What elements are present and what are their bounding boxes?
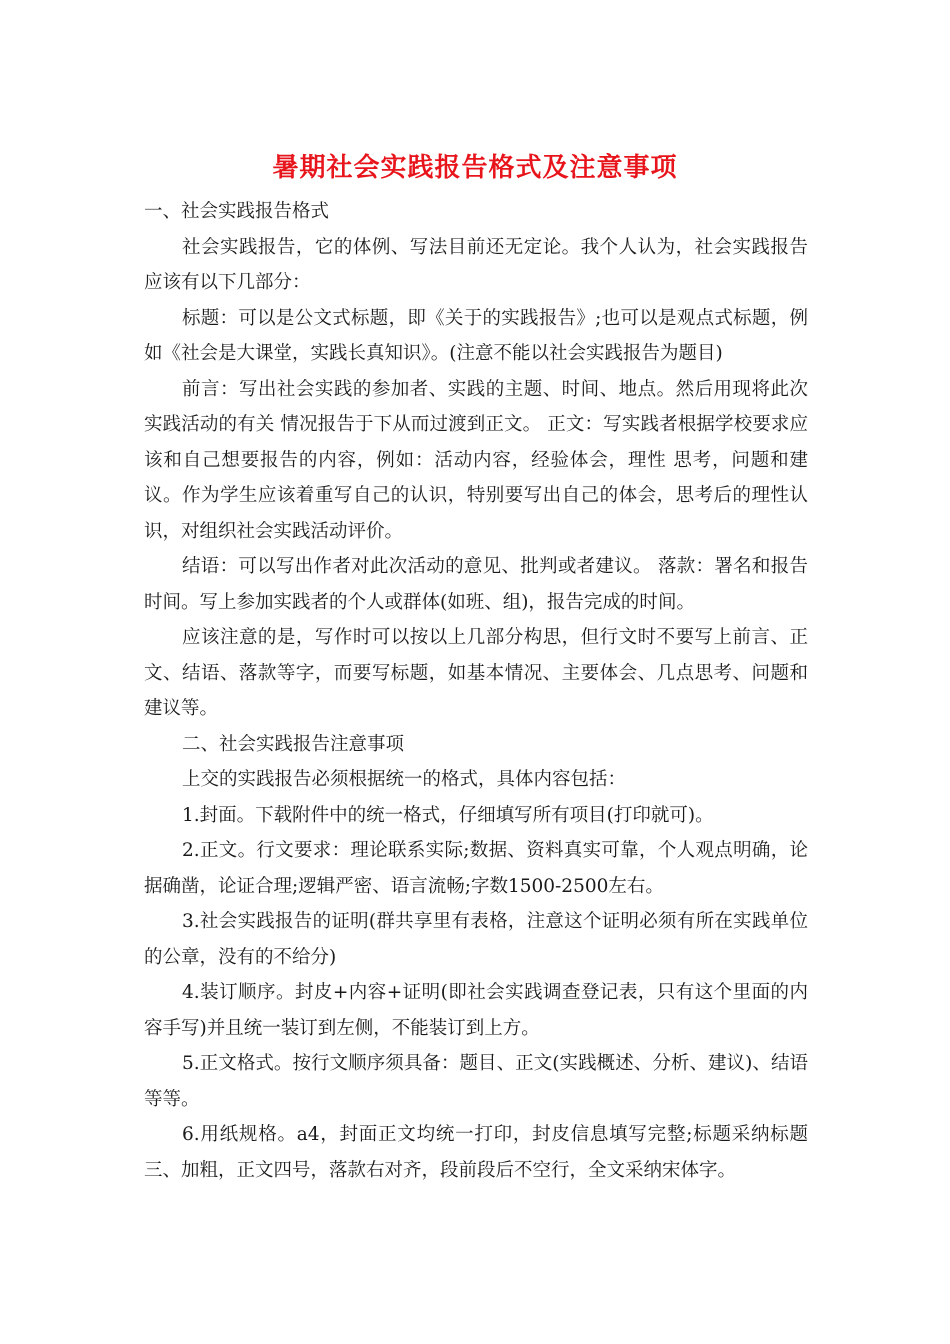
paragraph-writing-note: 应该注意的是，写作时可以按以上几部分构思，但行文时不要写上前言、正文、结语、落款等字，而要写标题，如基本情况、主要体会、几点思考、问题和建议等。: [144, 627, 808, 719]
section-heading-notes: 二、社会实践报告注意事项: [182, 733, 405, 755]
list-item-body-text: 2.正文。行文要求：理论联系实际;数据、资料真实可靠，个人观点明确，论据确凿，论证合理;逻辑严密、语言流畅;字数1500-2500左右。: [144, 840, 808, 897]
list-item-binding-order: 4.装订顺序。封皮+内容+证明(即社会实践调查登记表，只有这个里面的内容手写)并且统一装订到左侧，不能装订到上方。: [144, 982, 808, 1039]
section-heading-format: 一、社会实践报告格式: [144, 201, 330, 222]
document-body: [144, 194, 808, 1188]
paragraph-submission-intro: 上交的实践报告必须根据统一的格式，具体内容包括：: [182, 769, 627, 790]
list-item-certificate: 3.社会实践报告的证明(群共享里有表格，注意这个证明必须有所在实践单位的公章，没有的不给分): [144, 911, 808, 968]
paragraph-title-rule: 标题：可以是公文式标题，即《关于的实践报告》;也可以是观点式标题，例如《社会是大课堂，实践长真知识》。(注意不能以社会实践报告为题目): [144, 307, 808, 364]
paragraph-intro: 社会实践报告，它的体例、写法目前还无定论。我个人认为，社会实践报告应该有以下几部分：: [144, 236, 808, 293]
list-item-cover: 1.封面。下载附件中的统一格式，仔细填写所有项目(打印就可)。: [182, 804, 714, 826]
paragraph-preface-body: 前言：写出社会实践的参加者、实践的主题、时间、地点。然后用现将此次实践活动的有关 情况报告于下从而过渡到正文。 正文：写实践者根据学校要求应该和自己想要报告的内容，例如：活动内容，经验体会，理性 思考，问题和建议。作为学生应该着重写自己的认识，特别要写出自己的体会，思考后的理性认识，对组织社会实践活动评价。: [144, 378, 808, 542]
list-item-paper-spec: 6.用纸规格。a4，封面正文均统一打印，封皮信息填写完整;标题采纳标题三、加粗，正文四号，落款右对齐，段前段后不空行，全文采纳宋体字。: [144, 1124, 808, 1181]
document-title: 暑期社会实践报告格式及注意事项: [272, 153, 678, 183]
paragraph-conclusion-signature: 结语：可以写出作者对此次活动的意见、批判或者建议。 落款：署名和报告时间。写上参加实践者的个人或群体(如班、组)，报告完成的时间。: [144, 556, 808, 613]
list-item-body-format: 5.正文格式。按行文顺序须具备：题目、正文(实践概述、分析、建议)、结语等等。: [144, 1053, 808, 1110]
